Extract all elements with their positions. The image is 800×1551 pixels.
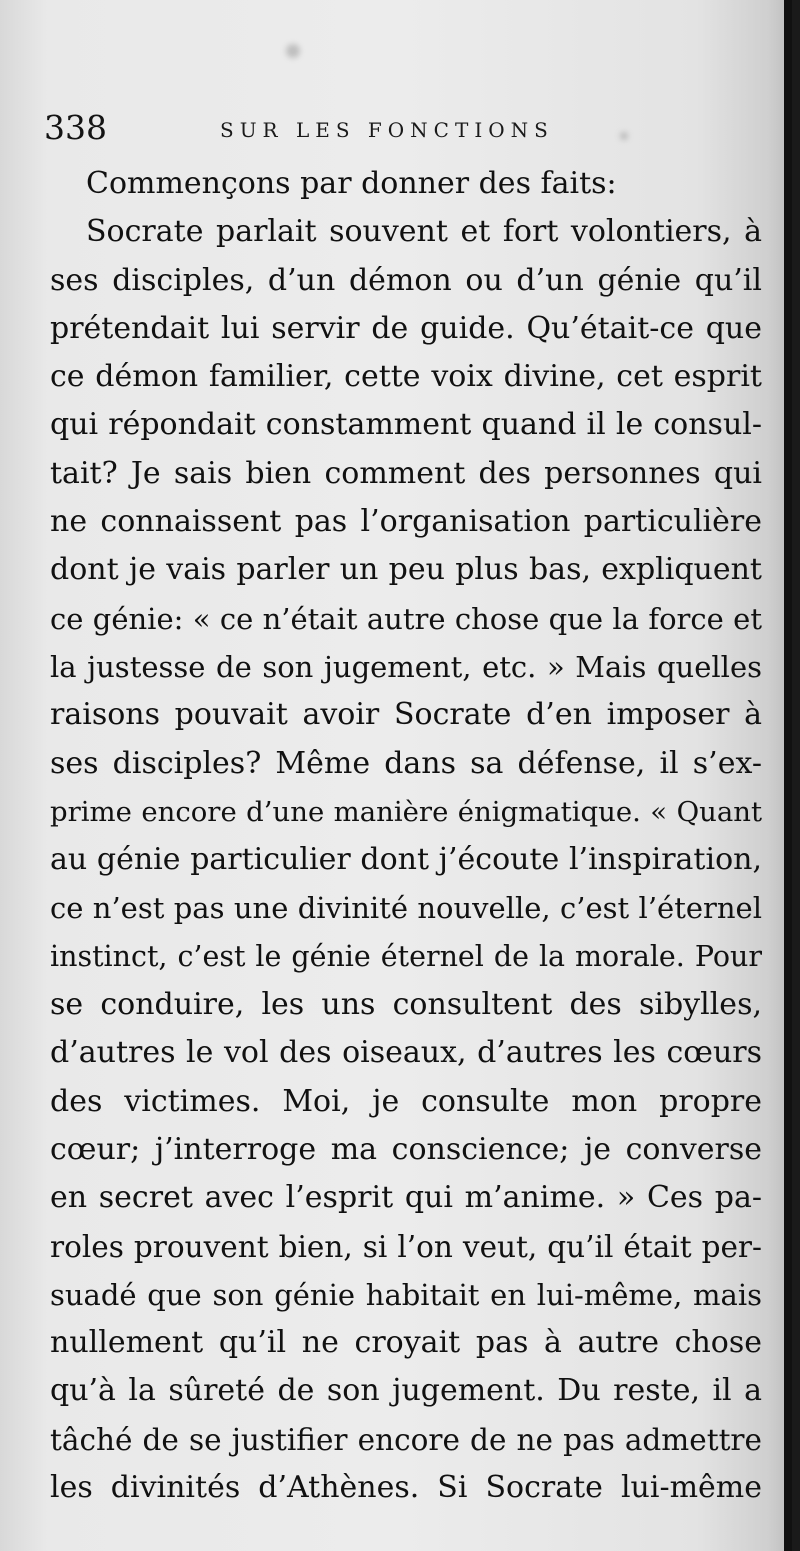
text-line: cœur; j’interroge ma conscience; je converse (50, 1131, 762, 1167)
text-line: qui répondait constamment quand il le consul- (50, 407, 762, 443)
text-line: ne connaissent pas l’organisation particulière (50, 504, 762, 540)
text-line: nullement qu’il ne croyait pas à autre chose (50, 1325, 762, 1361)
text-line: prétendait lui servir de guide. Qu’était-ce que (50, 310, 762, 346)
text-line: en secret avec l’esprit qui m’anime. » Ces pa- (50, 1180, 762, 1216)
text-line: les divinités d’Athènes. Si Socrate lui-même (50, 1470, 762, 1506)
page-header (40, 108, 760, 152)
text-line: tâché de se justifier encore de ne pas admettre (50, 1422, 762, 1457)
text-line: prime encore d’une manière énigmatique. « Quant (50, 795, 762, 828)
text-line: d’autres le vol des oiseaux, d’autres les cœurs (50, 1035, 762, 1071)
text-line: la justesse de son jugement, etc. » Mais quelles (50, 649, 762, 684)
text-line: ses disciples? Même dans sa défense, il s’ex- (50, 745, 762, 781)
text-line: raisons pouvait avoir Socrate d’en imposer à (50, 697, 762, 733)
text-line: dont je vais parler un peu plus bas, expliquent (50, 552, 762, 588)
text-line: se conduire, les uns consultent des sibylles, (50, 987, 762, 1023)
text-line: suadé que son génie habitait en lui-même, mais (50, 1277, 762, 1312)
text-line: au génie particulier dont j’écoute l’inspiration, (50, 842, 762, 878)
text-line: ce génie: « ce n’était autre chose que la force et (50, 601, 762, 636)
text-line: instinct, c’est le génie éternel de la morale. Pour (50, 939, 762, 973)
text-line: ce n’est pas une divinité nouvelle, c’est l’éternel (50, 891, 762, 926)
running-head: SUR LES FONCTIONS (220, 118, 554, 142)
text-line: tait? Je sais bien comment des personnes qui (50, 455, 762, 491)
text-line: Socrate parlait souvent et fort volontiers, à (86, 214, 762, 250)
text-line: des victimes. Moi, je consulte mon propre (50, 1083, 762, 1119)
body-text (50, 160, 762, 1512)
ink-spot (286, 44, 300, 58)
text-line: roles prouvent bien, si l’on veut, qu’il était per- (50, 1229, 762, 1264)
text-line: ses disciples, d’un démon ou d’un génie qu’il (50, 262, 762, 298)
text-line: Commençons par donner des faits: (86, 166, 617, 201)
page-number: 338 (44, 108, 107, 147)
text-line: ce démon familier, cette voix divine, cet esprit (50, 359, 762, 395)
text-line: qu’à la sûreté de son jugement. Du reste, il a (50, 1373, 762, 1409)
